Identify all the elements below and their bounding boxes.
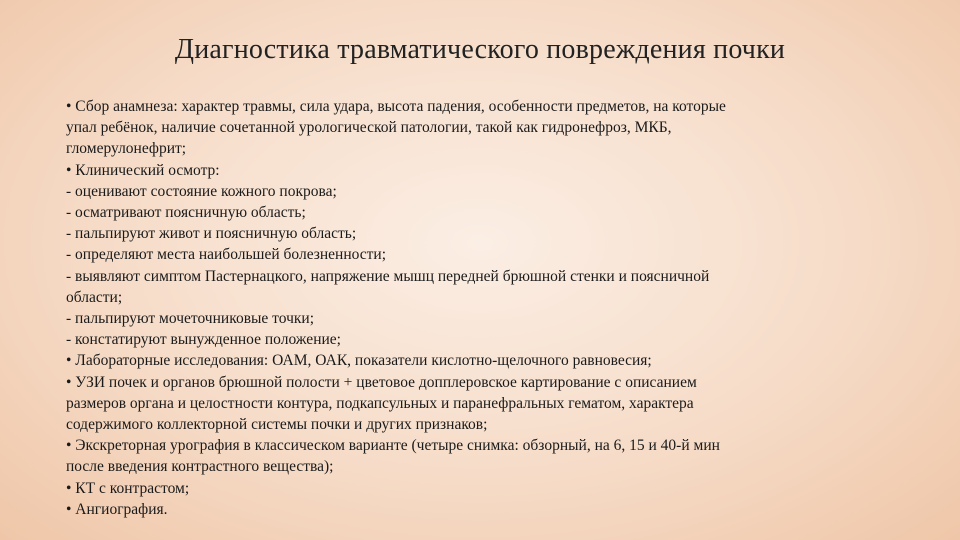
slide-body — [66, 96, 866, 520]
body-line: - определяют места наибольшей болезненности; — [66, 246, 387, 264]
body-line: • Ангиография. — [66, 500, 168, 518]
body-line: после введения контрастного вещества); — [66, 458, 334, 476]
body-line: - пальпируют мочеточниковые точки; — [66, 310, 315, 328]
slide-title: Диагностика травматического повреждения почки — [174, 34, 786, 65]
body-line: • Экскреторная урография в классическом варианте (четыре снимка: обзорный, на 6, 15 и 40-й мин — [66, 437, 720, 455]
body-line: - оценивают состояние кожного покрова; — [66, 182, 337, 200]
body-line: упал ребёнок, наличие сочетанной урологической патологии, такой как гидронефроз, МКБ, — [66, 119, 672, 137]
body-line: - выявляют симптом Пастернацкого, напряжение мышц передней брюшной стенки и поясничной — [66, 267, 710, 285]
body-line: - осматривают поясничную область; — [66, 204, 306, 222]
body-line: • Клинический осмотр: — [66, 161, 220, 179]
body-line: • УЗИ почек и органов брюшной полости + цветовое допплеровское картирование с описанием — [66, 373, 697, 391]
body-line: гломерулонефрит; — [66, 140, 187, 158]
body-line: - констатируют вынужденное положение; — [66, 331, 341, 349]
body-line: - пальпируют живот и поясничную область; — [66, 225, 357, 243]
body-line: области; — [66, 288, 123, 306]
body-line: • КТ с контрастом; — [66, 479, 190, 497]
body-line: • Сбор анамнеза: характер травмы, сила удара, высота падения, особенности предметов, на которые — [66, 98, 726, 115]
body-line: содержимого коллекторной системы почки и других признаков; — [66, 416, 488, 434]
body-line: размеров органа и целостности контура, подкапсульных и паранефральных гематом, характера — [66, 394, 694, 412]
body-line: • Лабораторные исследования: ОАМ, ОАК, показатели кислотно-щелочного равновесия; — [66, 352, 652, 370]
